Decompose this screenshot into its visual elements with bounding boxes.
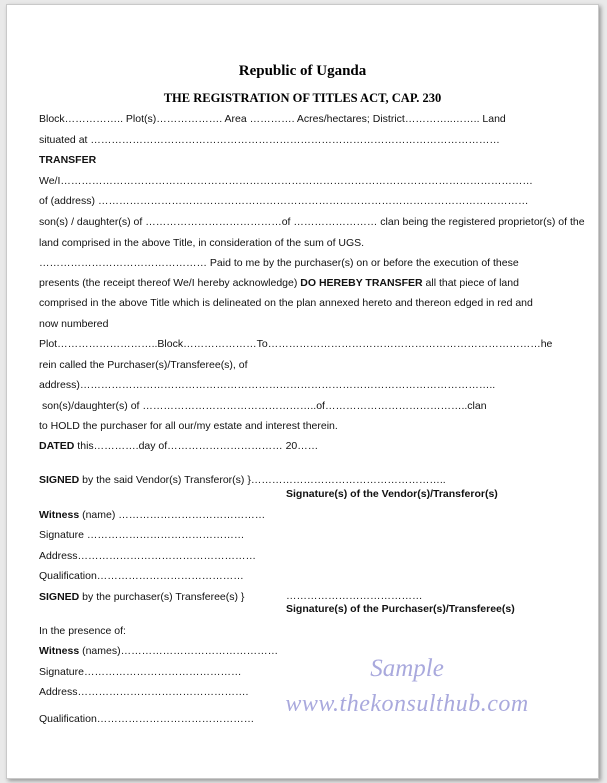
son2-line: son(s)/daughter(s) of …………………………………………..of…………………………………..clan [42, 400, 487, 412]
dated-label: DATED [39, 440, 75, 452]
watermark-url: www.thekonsulthub.com [285, 691, 529, 717]
do-hereby-transfer: DO HEREBY TRANSFER [300, 277, 423, 289]
document-page [6, 4, 599, 779]
qualification2-line: Qualification……………………………………… [39, 713, 255, 725]
situated-line: situated at ……………………………………………………………………………………………………… [39, 134, 500, 146]
signed-label: SIGNED [39, 474, 80, 486]
paid-line: ………………………………………… Paid to me by the purchaser(s) on or before the execution of these [39, 257, 519, 269]
son-line: son(s) / daughter(s) of …………………………………of …………………… clan being the registered proprietor(s) of the [39, 216, 585, 228]
address3-line: Address…………………………………………… [39, 550, 257, 562]
signed-vendor-line [39, 474, 446, 487]
now-numbered-line: now numbered [39, 318, 109, 330]
purchaser-signature-caption: Signature(s) of the Purchaser(s)/Transferee(s) [286, 603, 515, 615]
witness2-rest: (names)……………………………………… [79, 645, 279, 657]
rein-line: rein called the Purchaser(s)/Transferee(s), of [39, 359, 248, 371]
presence-line: In the presence of: [39, 625, 126, 637]
witness2-label: Witness [39, 645, 80, 657]
address4-line: Address…………………………………………. [39, 686, 249, 698]
signed-label-2: SIGNED [39, 591, 80, 603]
witness-rest: (name) …………………………………… [79, 509, 266, 521]
witness-line [39, 509, 265, 522]
purchaser-signature-dots: ………………………………… [286, 590, 423, 602]
address2-line: address)……………………………………………………………………………………………………….. [39, 379, 496, 391]
comprised-line: comprised in the above Title which is delineated on the plan annexed hereto and thereon edged in red and [39, 297, 533, 309]
dated-rest: this………….day of…………………………… 20…… [74, 440, 319, 452]
witness-label: Witness [39, 509, 80, 521]
plot-line: Plot………………………..Block…………………To……………………………………………………………………he [39, 338, 553, 350]
watermark-sample: Sample [370, 655, 444, 682]
vendor-signature-caption: Signature(s) of the Vendor(s)/Transferor(s) [286, 488, 498, 500]
signed-vendor-rest: by the said Vendor(s) Transferor(s) }……………………………………………….. [79, 474, 446, 486]
block-line: Block…………….. Plot(s)………………. Area …………. Acres/hectares; District…………..…….. Land [39, 113, 506, 125]
we-line: We/I……………………………………………………………………………………………………………………… [39, 175, 533, 187]
signature2-line: Signature……………………………………… [39, 666, 242, 678]
qualification-line: Qualification…………………………………… [39, 570, 244, 582]
country-heading: Republic of Uganda [238, 63, 367, 79]
hold-line: to HOLD the purchaser for all our/my estate and interest therein. [39, 420, 338, 432]
presents-post: all that piece of land [422, 277, 519, 289]
signature-line: Signature ……………………………………… [39, 529, 245, 541]
address-line: of (address) …………………………………………………………………………………………………………… [39, 195, 529, 207]
signed-purchaser-line [39, 591, 244, 604]
act-heading: THE REGISTRATION OF TITLES ACT, CAP. 230 [163, 91, 442, 105]
signed-purchaser-rest: by the purchaser(s) Transferee(s) } [79, 591, 245, 603]
transfer-heading: TRANSFER [39, 154, 97, 166]
dated-line [39, 440, 318, 453]
land-line: land comprised in the above Title, in consideration of the sum of UGS. [39, 237, 365, 249]
presents-pre: presents (the receipt thereof We/I hereby acknowledge) [39, 277, 301, 289]
presents-line [39, 277, 519, 290]
